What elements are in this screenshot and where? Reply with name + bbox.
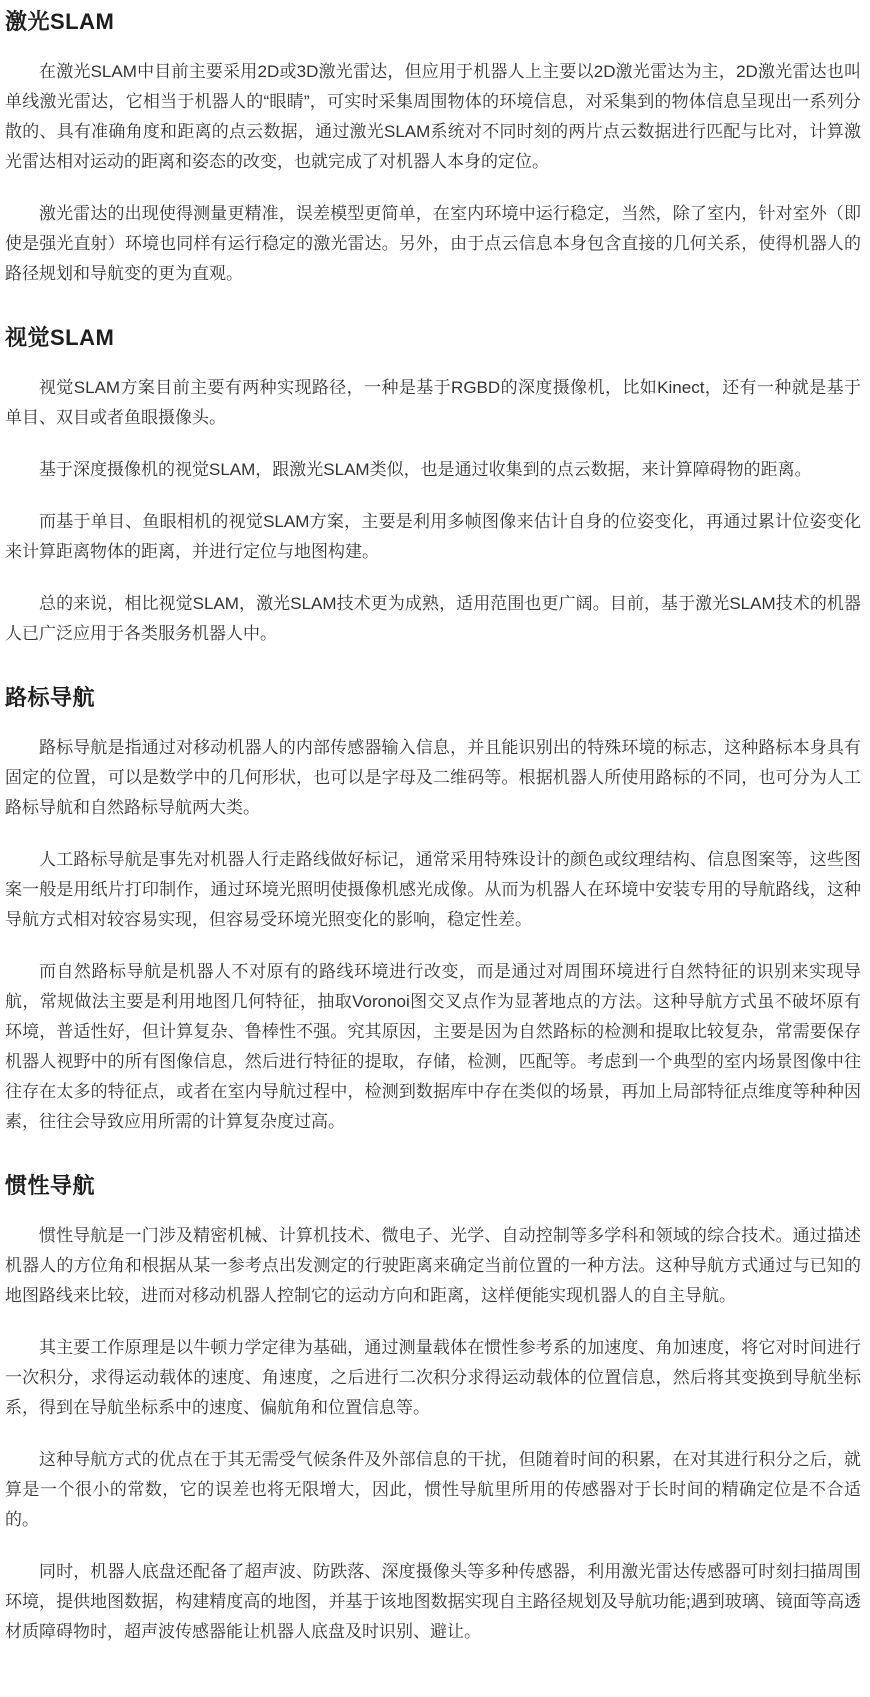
paragraph: 这种导航方式的优点在于其无需受气候条件及外部信息的干扰，但随着时间的积累，在对其进行积分之后，就算是一个很小的常数，它的误差也将无限增大，因此，惯性导航里所用的传感器对于长时间的精确定位是不合适的。	[5, 1450, 861, 1529]
section-heading-laser-slam: 激光SLAM	[5, 9, 115, 34]
section-heading-visual-slam: 视觉SLAM	[5, 325, 115, 350]
section-inertial-navigation	[5, 1173, 861, 1647]
section-visual-slam	[5, 325, 861, 649]
paragraph: 激光雷达的出现使得测量更精准，误差模型更简单，在室内环境中运行稳定，当然，除了室内，针对室外（即使是强光直射）环境也同样有运行稳定的激光雷达。另外，由于点云信息本身包含直接的几何关系，使得机器人的路径规划和导航变的更为直观。	[5, 204, 861, 283]
paragraph: 而基于单目、鱼眼相机的视觉SLAM方案，主要是利用多帧图像来估计自身的位姿变化，再通过累计位姿变化来计算距离物体的距离，并进行定位与地图构建。	[5, 512, 861, 561]
paragraph: 总的来说，相比视觉SLAM，激光SLAM技术更为成熟，适用范围也更广阔。目前，基于激光SLAM技术的机器人已广泛应用于各类服务机器人中。	[5, 594, 861, 643]
paragraph: 其主要工作原理是以牛顿力学定律为基础，通过测量载体在惯性参考系的加速度、角加速度，将它对时间进行一次积分，求得运动载体的速度、角速度，之后进行二次积分求得运动载体的位置信息，然后将其变换到导航坐标系，得到在导航坐标系中的速度、偏航角和位置信息等。	[5, 1338, 861, 1417]
paragraph: 在激光SLAM中目前主要采用2D或3D激光雷达，但应用于机器人上主要以2D激光雷达为主，2D激光雷达也叫单线激光雷达，它相当于机器人的“眼睛”，可实时采集周围物体的环境信息，对采集到的物体信息呈现出一系列分散的、具有准确角度和距离的点云数据，通过激光SLAM系统对不同时刻的两片点云数据进行匹配与比对，计算激光雷达相对运动的距离和姿态的改变，也就完成了对机器人本身的定位。	[5, 62, 861, 171]
section-laser-slam	[5, 9, 861, 289]
section-heading-inertial-navigation: 惯性导航	[5, 1173, 96, 1198]
paragraph: 基于深度摄像机的视觉SLAM，跟激光SLAM类似，也是通过收集到的点云数据，来计算障碍物的距离。	[39, 460, 812, 479]
paragraph: 惯性导航是一门涉及精密机械、计算机技术、微电子、光学、自动控制等多学科和领域的综合技术。通过描述机器人的方位角和根据从某一参考点出发测定的行驶距离来确定当前位置的一种方法。这种导航方式通过与已知的地图路线来比较，进而对移动机器人控制它的运动方向和距离，这样便能实现机器人的自主导航。	[5, 1226, 861, 1305]
section-heading-landmark-navigation: 路标导航	[5, 685, 96, 710]
paragraph: 同时，机器人底盘还配备了超声波、防跌落、深度摄像头等多种传感器，利用激光雷达传感器可时刻扫描周围环境，提供地图数据，构建精度高的地图，并基于该地图数据实现自主路径规划及导航功能;遇到玻璃、镜面等高透材质障碍物时，超声波传感器能让机器人底盘及时识别、避让。	[5, 1562, 861, 1641]
paragraph: 人工路标导航是事先对机器人行走路线做好标记，通常采用特殊设计的颜色或纹理结构、信息图案等，这些图案一般是用纸片打印制作，通过环境光照明使摄像机感光成像。从而为机器人在环境中安装专用的导航路线，这种导航方式相对较容易实现，但容易受环境光照变化的影响，稳定性差。	[5, 850, 861, 929]
section-landmark-navigation	[5, 685, 861, 1137]
paragraph: 视觉SLAM方案目前主要有两种实现路径，一种是基于RGBD的深度摄像机，比如Kinect，还有一种就是基于单目、双目或者鱼眼摄像头。	[5, 378, 861, 427]
paragraph: 而自然路标导航是机器人不对原有的路线环境进行改变，而是通过对周围环境进行自然特征的识别来实现导航，常规做法主要是利用地图几何特征，抽取Voronoi图交叉点作为显著地点的方法。这种导航方式虽不破坏原有环境，普适性好，但计算复杂、鲁棒性不强。究其原因，主要是因为自然路标的检测和提取比较复杂，常需要保存机器人视野中的所有图像信息，然后进行特征的提取，存储，检测，匹配等。考虑到一个典型的室内场景图像中往往存在太多的特征点，或者在室内导航过程中，检测到数据库中存在类似的场景，再加上局部特征点维度等种种因素，往往会导致应用所需的计算复杂度过高。	[5, 962, 861, 1131]
paragraph: 路标导航是指通过对移动机器人的内部传感器输入信息，并且能识别出的特殊环境的标志，这种路标本身具有固定的位置，可以是数学中的几何形状，也可以是字母及二维码等。根据机器人所使用路标的不同，也可分为人工路标导航和自然路标导航两大类。	[5, 738, 861, 817]
